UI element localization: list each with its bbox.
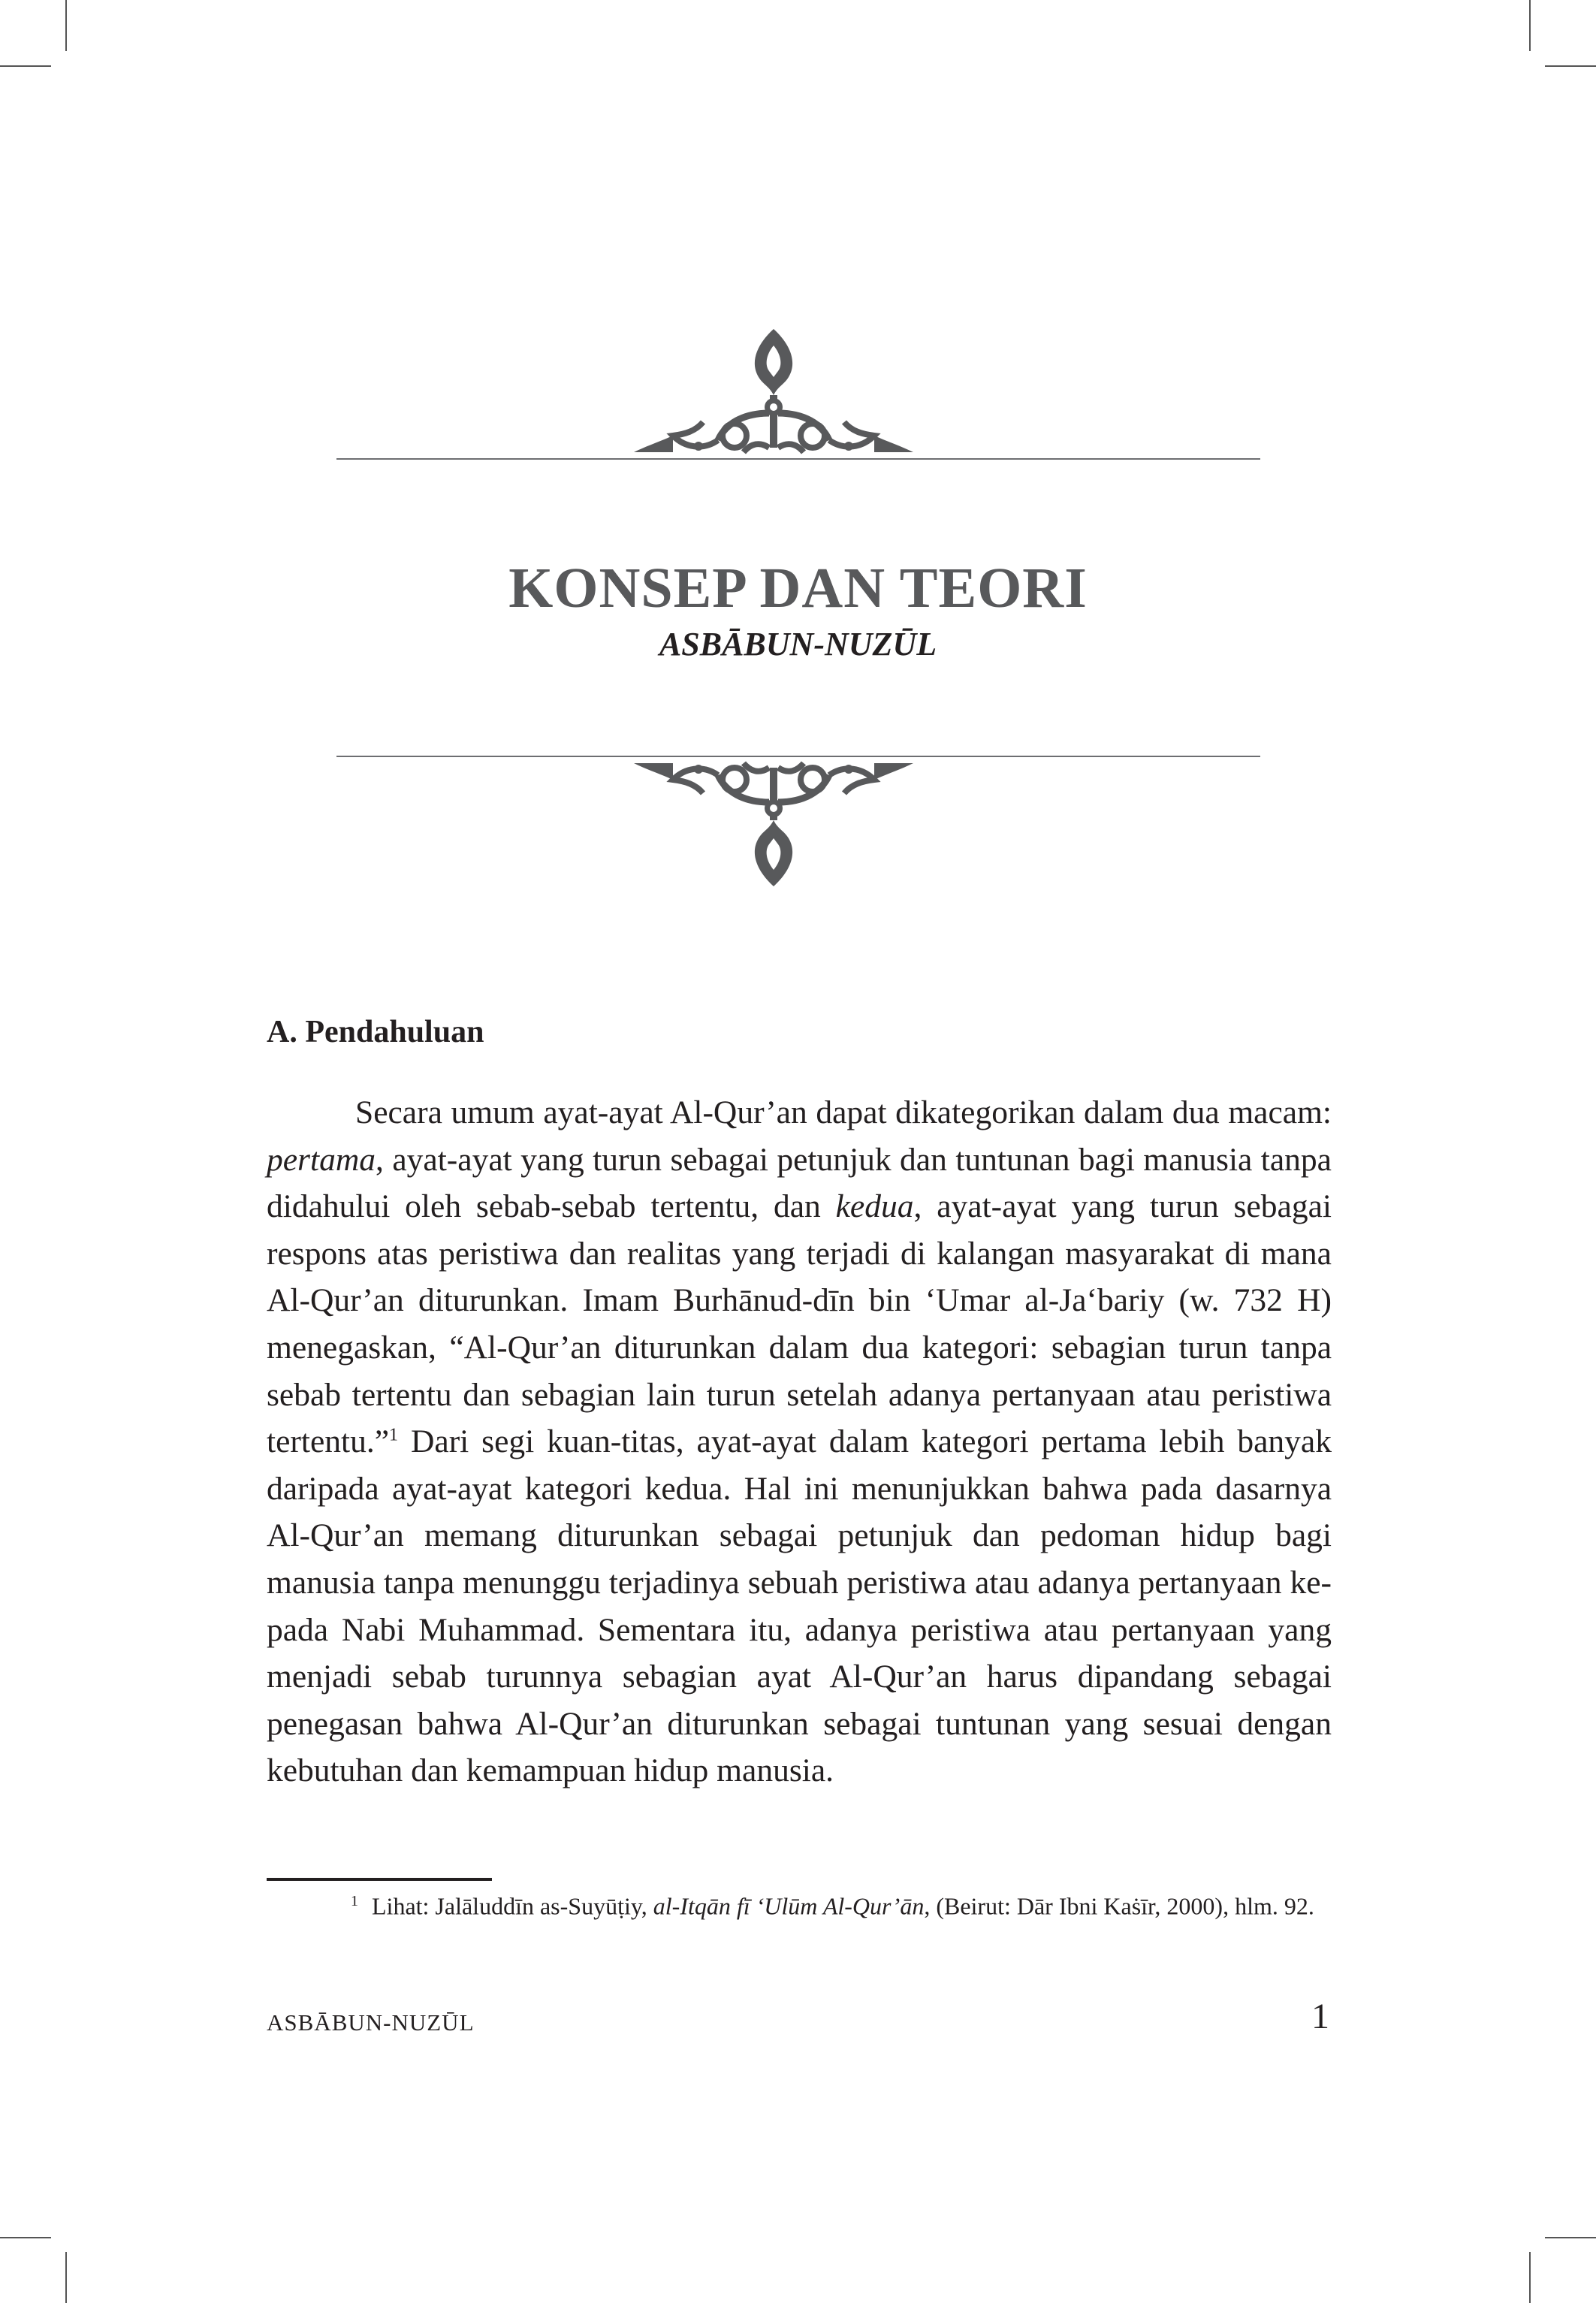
paragraph-italic-pertama: pertama — [267, 1141, 376, 1178]
top-ornament-icon — [631, 323, 916, 458]
paragraph-italic-kedua: kedua — [835, 1188, 914, 1225]
paragraph-text-1: Secara umum ayat-ayat Al-Qur’an dapat dikategorikan dalam dua macam: — [355, 1094, 1332, 1130]
crop-mark-top-left-v — [65, 0, 67, 51]
footnote-text-1: Lihat: Jalāluddīn as-Suyūṭiy, — [372, 1892, 653, 1920]
paragraph-text-4: Dari segi kuan-titas, ayat-ayat dalam kategori pertama lebih banyak daripada ayat-ayat kategori kedua. Hal ini menunjukkan bahwa pada dasarnya Al-Qur’an memang diturunkan sebagai petunjuk dan pedoman hidup bagi manusia tanpa menunggu terjadinya sebuah peristiwa atau adanya pertanyaan ke-pada Nabi Muhammad. Sementara itu, adanya peristiwa atau pertanyaan yang menjadi sebab turunnya sebagian ayat Al-Qur’an harus dipandang sebagai penegasan bahwa Al-Qur’an diturunkan sebagai tuntunan yang sesuai dengan kebutuhan dan kemampuan hidup manusia. — [267, 1423, 1332, 1789]
crop-mark-top-right-v — [1529, 0, 1531, 51]
crop-mark-bottom-left-v — [65, 2252, 67, 2303]
top-rule — [336, 458, 1260, 460]
footnote — [267, 1884, 1332, 1924]
footnote-italic-title: al-Itqān fī ‘Ulūm Al-Qur’ān — [653, 1892, 925, 1920]
footnote-separator — [267, 1878, 492, 1881]
crop-mark-bottom-right-h — [1545, 2237, 1596, 2238]
paragraph-text-3: , ayat-ayat yang turun sebagai respons atas peristiwa dan realitas yang terjadi di kalangan masyarakat di mana Al-Qur’an diturunkan. Imam Burhānud-dīn bin ‘Umar al-Ja‘bariy (w. 732 H) menegaskan, “Al-Qur’an diturunkan dalam dua kategori: sebagian turun tanpa sebab tertentu dan sebagian lain turun setelah adanya pertanyaan atau peristiwa tertentu.” — [267, 1188, 1332, 1460]
body-paragraph — [267, 1089, 1332, 1794]
footnote-text-2: , (Beirut: Dār Ibni Kaṡīr, 2000), hlm. 92. — [924, 1892, 1314, 1920]
bottom-ornament-icon — [631, 757, 916, 892]
crop-mark-bottom-left-h — [0, 2237, 51, 2238]
page-number: 1 — [1311, 1997, 1329, 2036]
running-head: ASBĀBUN-NUZŪL — [267, 2009, 475, 2036]
chapter-subtitle: ASBĀBUN-NUZŪL — [659, 626, 937, 663]
footnote-number: 1 — [351, 1893, 358, 1909]
paragraph-text-2: , ayat-ayat yang turun sebagai petunjuk dan tuntunan bagi manusia tanpa didahului oleh sebab-sebab tertentu, dan — [267, 1141, 1332, 1225]
crop-mark-bottom-right-v — [1529, 2252, 1531, 2303]
crop-mark-top-left-h — [0, 65, 51, 67]
footnote-reference[interactable]: 1 — [389, 1425, 399, 1445]
chapter-title: KONSEP DAN TEORI — [508, 557, 1088, 620]
crop-mark-top-right-h — [1545, 65, 1596, 67]
section-heading: A. Pendahuluan — [267, 1015, 484, 1049]
